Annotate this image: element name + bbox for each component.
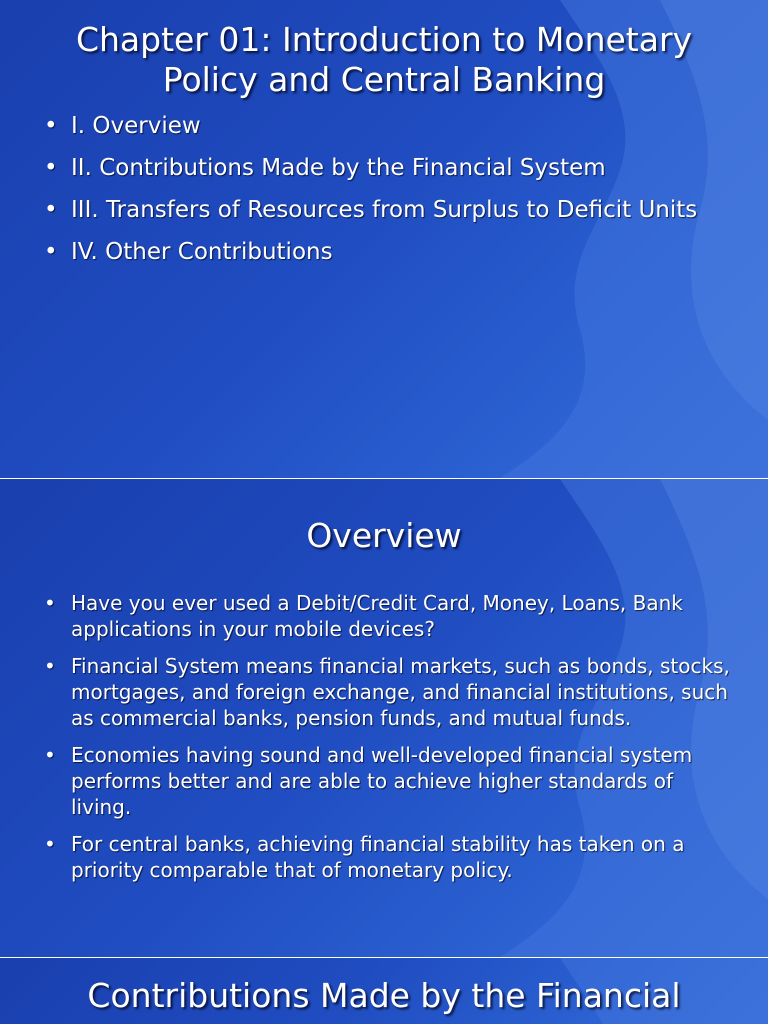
slide-2-title: Overview: [306, 516, 462, 555]
bullet-dot: •: [44, 197, 58, 223]
list-item: [44, 590, 734, 642]
slide-1-title: Chapter 01: Introduction to Monetary Policy and Central Banking: [75, 20, 693, 99]
list-item: [44, 831, 734, 883]
bullet-text: Economies having sound and well-developed financial system performs better and are able to achieve higher standards of living.: [71, 743, 693, 819]
bullet-dot: •: [44, 155, 58, 181]
bullet-dot: •: [44, 654, 56, 678]
list-item: [44, 154, 734, 183]
bullet-text: I. Overview: [71, 113, 201, 139]
bullet-text: For central banks, achieving financial stability has taken on a priority comparable that of monetary policy.: [71, 832, 685, 882]
list-item: [44, 112, 734, 141]
list-item: [44, 742, 734, 820]
bullet-text: II. Contributions Made by the Financial System: [71, 155, 606, 181]
slide-1-bullet-list: [44, 112, 734, 280]
list-item: [44, 238, 734, 267]
slide-2-bullet-list: [44, 590, 734, 894]
bullet-text: III. Transfers of Resources from Surplus to Deficit Units: [71, 197, 698, 223]
bullet-dot: •: [44, 832, 56, 856]
bullet-text: Financial System means financial markets, such as bonds, stocks, mortgages, and foreign exchange, and financial institutions, such as commercial banks, pension funds, and mutual funds.: [71, 654, 730, 730]
list-item: [44, 196, 734, 225]
bullet-text: Have you ever used a Debit/Credit Card, Money, Loans, Bank applications in your mobile devices?: [71, 591, 683, 641]
slide-3-title: Contributions Made by the Financial: [87, 976, 681, 1015]
list-item: [44, 653, 734, 731]
bullet-dot: •: [44, 591, 56, 615]
bullet-dot: •: [44, 239, 58, 265]
bullet-dot: •: [44, 113, 58, 139]
bullet-dot: •: [44, 743, 56, 767]
bullet-text: IV. Other Contributions: [71, 239, 333, 265]
